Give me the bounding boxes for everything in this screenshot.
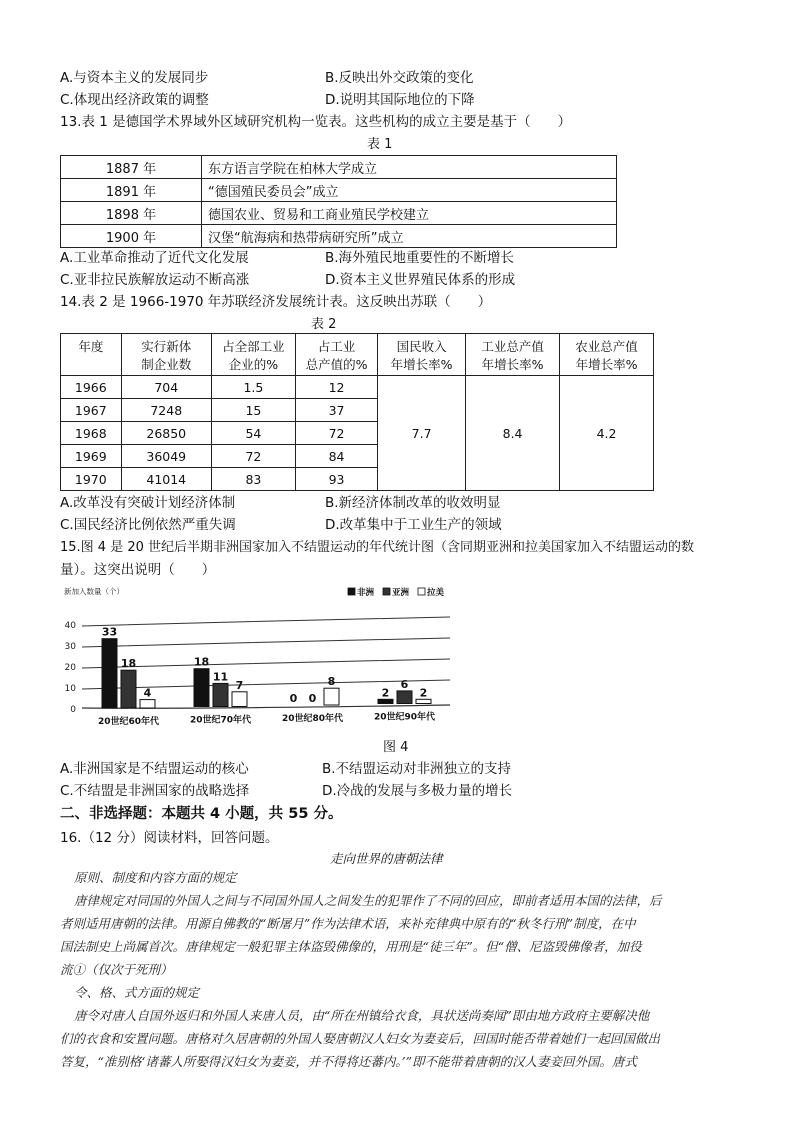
q14-option-b: B.新经济体制改革的收效明显 xyxy=(325,495,501,511)
data-label: 0 xyxy=(289,692,298,705)
header-line: 制企业数 xyxy=(141,356,192,372)
table2-cell: 84 xyxy=(295,445,377,468)
subheading-2: 令、格、式方面的规定 xyxy=(74,985,200,1000)
data-label: 7 xyxy=(235,678,244,692)
legend-label: 非洲 xyxy=(357,588,375,598)
y-tick-label: 30 xyxy=(64,642,76,652)
table1-year: 1887 年 xyxy=(61,156,202,179)
table2-cell: 36049 xyxy=(121,445,211,468)
table2-cell: 93 xyxy=(295,468,377,491)
q13-option-a: A.工业革命推动了近代文化发展 xyxy=(60,250,249,266)
paragraph-line: 答复，“准别格‘诸蕃人所娶得汉妇女为妻妾，并不得将还蕃内。’”即不能带着唐朝的汉人妻妾回外国。唐式 xyxy=(60,1054,637,1069)
q15-option-b: B.不结盟运动对非洲独立的支持 xyxy=(322,761,512,777)
data-label: 6 xyxy=(400,677,409,691)
table2-cell: 37 xyxy=(295,399,377,422)
table2-cell: 26850 xyxy=(121,422,211,445)
x-tick-label: 20世纪80年代 xyxy=(281,714,344,724)
y-axis-label: 新加入数量（个） xyxy=(64,587,124,596)
header-line: 总产值的% xyxy=(305,356,368,372)
subheading-1: 原则、制度和内容方面的规定 xyxy=(74,870,237,885)
legend-swatch xyxy=(348,588,355,595)
table1-event: 汉堡“航海病和热带病研究所”成立 xyxy=(202,225,617,248)
table-row xyxy=(61,225,617,248)
y-tick-label: 0 xyxy=(70,705,76,715)
table2-header xyxy=(211,334,295,376)
table2-cell-year: 1966 xyxy=(61,376,122,399)
chart-grid xyxy=(82,617,450,708)
data-label: 18 xyxy=(120,657,137,671)
q15-stem-line1: 15.图 4 是 20 世纪后半期非洲国家加入不结盟运动的年代统计图（含同期亚洲和拉美国家加入不结盟运动的数 xyxy=(60,540,695,555)
q13-option-d: D.资本主义世界殖民体系的形成 xyxy=(325,272,516,288)
q12-option-c: C.体现出经济政策的调整 xyxy=(60,92,209,108)
x-tick-label: 20世纪90年代 xyxy=(373,712,436,723)
table-row xyxy=(61,179,617,202)
bar-非洲 xyxy=(102,639,117,708)
table2-caption: 表 2 xyxy=(311,317,337,332)
table2-header-row xyxy=(61,334,654,376)
table2-cell: 41014 xyxy=(121,468,211,491)
header-line xyxy=(65,355,117,375)
table2-cell-agricultural: 4.2 xyxy=(560,376,654,491)
q16-material xyxy=(60,866,740,1073)
q13-stem: 13.表 1 是德国学术界域外区域研究机构一览表。这些机构的成立主要是基于（ ） xyxy=(60,114,572,130)
data-label: 18 xyxy=(193,655,210,669)
table2-cell-year: 1969 xyxy=(61,445,122,468)
table-row xyxy=(61,202,617,225)
header-line: 年增长率% xyxy=(390,356,453,372)
table2-header xyxy=(378,334,466,376)
q12-option-b: B.反映出外交政策的变化 xyxy=(325,70,474,86)
table2-cell-industrial: 8.4 xyxy=(466,376,560,491)
table2-cell: 7248 xyxy=(121,399,211,422)
header-line: 占全部工业 xyxy=(222,338,285,354)
paragraph-line: 唐令对唐人自国外返归和外国人来唐人员，由“所在州镇给衣食，具状送尚奏闻”即由地方政府主要解决他 xyxy=(74,1008,650,1023)
figure4-chart xyxy=(60,582,460,730)
y-tick-label: 20 xyxy=(64,663,76,673)
q12-option-d: D.说明其国际地位的下降 xyxy=(325,92,475,108)
data-label: 0 xyxy=(308,692,317,705)
y-tick-label: 10 xyxy=(64,684,76,694)
figure4-caption: 图 4 xyxy=(383,740,409,755)
q14-stem: 14.表 2 是 1966-1970 年苏联经济发展统计表。这反映出苏联（ ） xyxy=(60,294,492,310)
q13-option-b: B.海外殖民地重要性的不断增长 xyxy=(325,250,515,266)
table2-cell: 704 xyxy=(121,376,211,399)
header-line: 年增长率% xyxy=(575,356,638,372)
table1-year: 1900 年 xyxy=(61,225,202,248)
data-label: 33 xyxy=(101,625,118,639)
gridline xyxy=(82,617,450,626)
bar-拉美 xyxy=(232,692,247,707)
q15-option-d: D.冷战的发展与多极力量的增长 xyxy=(322,783,513,799)
table2-cell: 1.5 xyxy=(211,376,295,399)
table1-event: 东方语言学院在柏林大学成立 xyxy=(202,156,617,179)
table1-event: 德国农业、贸易和工商业殖民学校建立 xyxy=(202,202,617,225)
legend-swatch xyxy=(383,588,390,595)
q15-option-c: C.不结盟是非洲国家的战略选择 xyxy=(60,783,250,799)
y-tick-label: 40 xyxy=(64,621,76,631)
q15-stem-line2: 量）。这突出说明（ ） xyxy=(60,562,216,578)
data-label: 11 xyxy=(212,670,229,684)
table-row xyxy=(61,376,654,399)
bar-非洲 xyxy=(194,669,209,707)
bar-拉美 xyxy=(140,700,155,708)
table2-header xyxy=(295,334,377,376)
x-tick-label: 20世纪70年代 xyxy=(189,715,252,726)
table2-cell: 72 xyxy=(211,445,295,468)
paragraph-line: 流①（仅次于死刑） xyxy=(60,962,173,977)
table1 xyxy=(60,155,617,248)
paragraph-line: 们的衣食和安置问题。唐格对久居唐朝的外国人娶唐朝汉人妇女为妻妾后，回国时能否带着她们一起回国做出 xyxy=(60,1031,661,1046)
table-row xyxy=(61,156,617,179)
data-label: 2 xyxy=(419,686,428,700)
table2-cell: 72 xyxy=(295,422,377,445)
data-label: 2 xyxy=(381,686,390,700)
header-line: 企业的% xyxy=(228,356,279,372)
header-line: 占工业 xyxy=(317,338,356,354)
bar-非洲 xyxy=(378,699,393,703)
table1-year: 1891 年 xyxy=(61,179,202,202)
q12-option-a: A.与资本主义的发展同步 xyxy=(60,70,209,86)
bar-拉美 xyxy=(416,699,431,703)
legend-swatch xyxy=(418,588,425,595)
q14-option-c: C.国民经济比例依然严重失调 xyxy=(60,517,236,533)
q13-option-c: C.亚非拉民族解放运动不断高涨 xyxy=(60,272,250,288)
table2-header xyxy=(466,334,560,376)
bar-亚洲 xyxy=(397,691,412,704)
table2-cell-year: 1968 xyxy=(61,422,122,445)
paragraph-line: 国法制史上尚属首次。唐律规定一般犯罪主体盗毁佛像的，用刑是“徒三年”。但“僧、尼盗毁佛像者，加役 xyxy=(60,939,642,954)
bar-亚洲 xyxy=(121,670,136,708)
table1-year: 1898 年 xyxy=(61,202,202,225)
table2-cell: 12 xyxy=(295,376,377,399)
header-line: 年度 xyxy=(78,339,104,354)
header-line: 实行新体 xyxy=(141,338,192,354)
section2-title: 二、非选择题：本题共 4 小题，共 55 分。 xyxy=(60,806,343,822)
table2-cell: 54 xyxy=(211,422,295,445)
header-line: 农业总产值 xyxy=(575,338,638,354)
table2-cell: 83 xyxy=(211,468,295,491)
table2-cell-national-income: 7.7 xyxy=(378,376,466,491)
gridline xyxy=(82,657,450,671)
table2-header xyxy=(121,334,211,376)
data-label: 4 xyxy=(143,686,152,700)
table2-header xyxy=(560,334,654,376)
header-line: 国民收入 xyxy=(396,338,447,354)
legend-label: 亚洲 xyxy=(392,588,410,598)
paragraph-line: 唐律规定对同国的外国人之间与不同国外国人之间发生的犯罪作了不同的回应，即前者适用本国的法律，后 xyxy=(74,893,662,908)
q16-material-title: 走向世界的唐朝法律 xyxy=(330,851,443,866)
data-label: 8 xyxy=(327,675,336,689)
paragraph-line: 者则适用唐朝的法律。用源自佛教的“断屠月”作为法律术语，来补充律典中原有的“秋冬行刑”制度，在中 xyxy=(60,916,636,931)
table2-cell-year: 1967 xyxy=(61,399,122,422)
q14-option-a: A.改革没有突破计划经济体制 xyxy=(60,495,236,511)
table1-event: “德国殖民委员会”成立 xyxy=(202,179,617,202)
legend-label: 拉美 xyxy=(427,588,445,598)
header-line: 年增长率% xyxy=(481,356,544,372)
q14-option-d: D.改革集中于工业生产的领域 xyxy=(325,517,502,533)
table2-header xyxy=(61,334,122,376)
x-axis-line xyxy=(82,705,450,708)
q16-stem: 16.（12 分）阅读材料，回答问题。 xyxy=(60,830,279,846)
gridline xyxy=(82,638,450,647)
q15-option-a: A.非洲国家是不结盟运动的核心 xyxy=(60,761,249,777)
table2-cell: 15 xyxy=(211,399,295,422)
table2 xyxy=(60,333,654,491)
header-line: 工业总产值 xyxy=(481,338,544,354)
bar-拉美 xyxy=(324,688,339,705)
table2-cell-year: 1970 xyxy=(61,468,122,491)
bar-亚洲 xyxy=(213,683,228,706)
x-tick-label: 20世纪60年代 xyxy=(97,717,160,727)
table1-caption: 表 1 xyxy=(367,137,393,152)
